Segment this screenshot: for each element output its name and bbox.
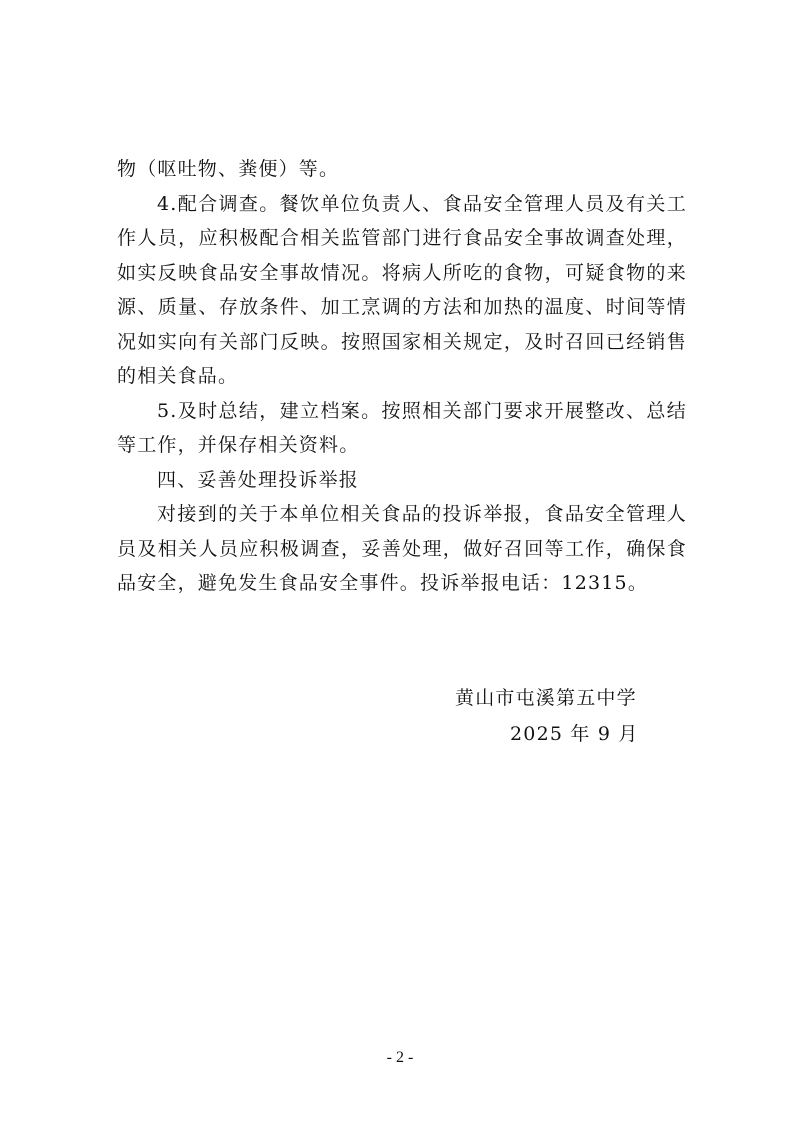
section-heading-complaints: 四、妥善处理投诉举报 (157, 468, 360, 491)
paragraph-complaints: 对接到的关于本单位相关食品的投诉举报，食品安全管理人员及相关人员应积极调查，妥善处理，做好召回等工作，确保食品安全，避免发生食品安全事件。投诉举报电话：12315。 (117, 503, 687, 594)
page-number: - 2 - (386, 1049, 414, 1066)
signature-organization: 黄山市屯溪第五中学 (455, 687, 637, 709)
paragraph-continuation: 物（呕吐物、粪便）等。 (117, 158, 340, 180)
paragraph-cooperate-investigation: 4.配合调查。餐饮单位负责人、食品安全管理人员及有关工作人员，应积极配合相关监管部门进行食品安全事故调查处理，如实反映食品安全事故情况。将病人所吃的食物，可疑食物的来源、质量、存放条件、加工烹调的方法和加热的温度、时间等情况如实向有关部门反映。按照国家相关规定，及时召回已经销售的相关食品。 (117, 192, 687, 387)
paragraph-timely-summary: 5.及时总结，建立档案。按照相关部门要求开展整改、总结等工作，并保存相关资料。 (117, 399, 687, 456)
signature-date: 2025 年 9 月 (510, 723, 639, 745)
body-text (117, 152, 687, 601)
